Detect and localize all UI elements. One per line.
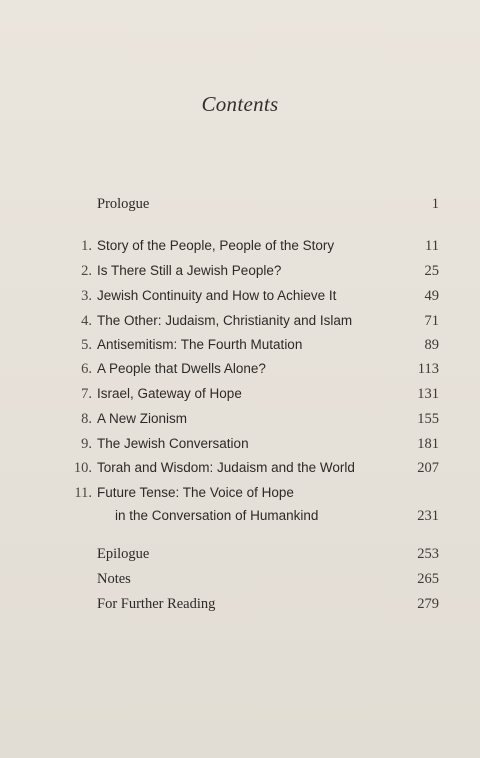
toc-entry-chapter-2 (0, 260, 480, 282)
chapter-title: The Jewish Conversation (97, 436, 249, 451)
entry-page: 231 (417, 508, 439, 524)
entry-page: 11 (425, 238, 439, 254)
toc-entry-chapter-10 (0, 457, 480, 479)
entry-page: 113 (417, 361, 439, 377)
entry-page: 1 (431, 196, 439, 212)
chapter-number: 10. (73, 460, 92, 476)
chapter-number: 3. (81, 288, 92, 304)
chapter-title: Jewish Continuity and How to Achieve It (97, 288, 337, 303)
entry-page: 49 (424, 288, 439, 304)
toc-entry-chapter-4 (0, 310, 480, 332)
toc-entry-epilogue (0, 543, 480, 565)
entry-label: Prologue (97, 196, 150, 212)
chapter-number: 4. (81, 313, 92, 329)
chapter-title: Torah and Wisdom: Judaism and the World (97, 460, 355, 475)
entry-page: 207 (417, 460, 439, 476)
chapter-title: Story of the People, People of the Story (97, 238, 335, 253)
entry-page: 279 (417, 596, 439, 612)
toc-entry-chapter-8 (0, 408, 480, 430)
toc-entry-chapter-9 (0, 433, 480, 455)
chapter-title-continued: in the Conversation of Humankind (115, 508, 319, 523)
entry-page: 155 (417, 411, 439, 427)
toc-entry-chapter-3 (0, 285, 480, 307)
entry-label: For Further Reading (97, 596, 216, 612)
entry-page: 71 (424, 313, 439, 329)
toc-entry-chapter-7 (0, 383, 480, 405)
entry-page: 131 (417, 386, 439, 402)
entry-label: Notes (97, 571, 131, 587)
toc-entry-chapter-6 (0, 358, 480, 380)
entry-page: 181 (417, 436, 439, 452)
chapter-title: Future Tense: The Voice of Hope (97, 485, 294, 500)
toc-entry-prologue (0, 193, 480, 215)
chapter-title: Antisemitism: The Fourth Mutation (97, 337, 303, 352)
chapter-title: Is There Still a Jewish People? (97, 263, 282, 278)
entry-page: 89 (424, 337, 439, 353)
entry-page: 253 (417, 546, 439, 562)
entry-label: Epilogue (97, 546, 150, 562)
chapter-number: 8. (81, 411, 92, 427)
chapter-number: 1. (81, 238, 92, 254)
chapter-number: 9. (81, 436, 92, 452)
chapter-number: 5. (81, 337, 92, 353)
toc-entry-chapter-11 (0, 482, 480, 504)
chapter-title: A People that Dwells Alone? (97, 361, 266, 376)
toc-entry-chapter-5 (0, 334, 480, 356)
chapter-number: 6. (81, 361, 92, 377)
toc-entry-chapter-11-continued (0, 505, 480, 527)
entry-page: 265 (417, 571, 439, 587)
chapter-number: 11. (74, 485, 92, 501)
chapter-title: A New Zionism (97, 411, 188, 426)
entry-page: 25 (424, 263, 439, 279)
toc-entry-further-reading (0, 593, 480, 615)
toc-entry-chapter-1 (0, 235, 480, 257)
page-title: Contents (201, 92, 279, 116)
chapter-number: 7. (81, 386, 92, 402)
chapter-title: Israel, Gateway of Hope (97, 386, 242, 401)
toc-entry-notes (0, 568, 480, 590)
chapter-number: 2. (81, 263, 92, 279)
chapter-title: The Other: Judaism, Christianity and Islam (97, 313, 353, 328)
